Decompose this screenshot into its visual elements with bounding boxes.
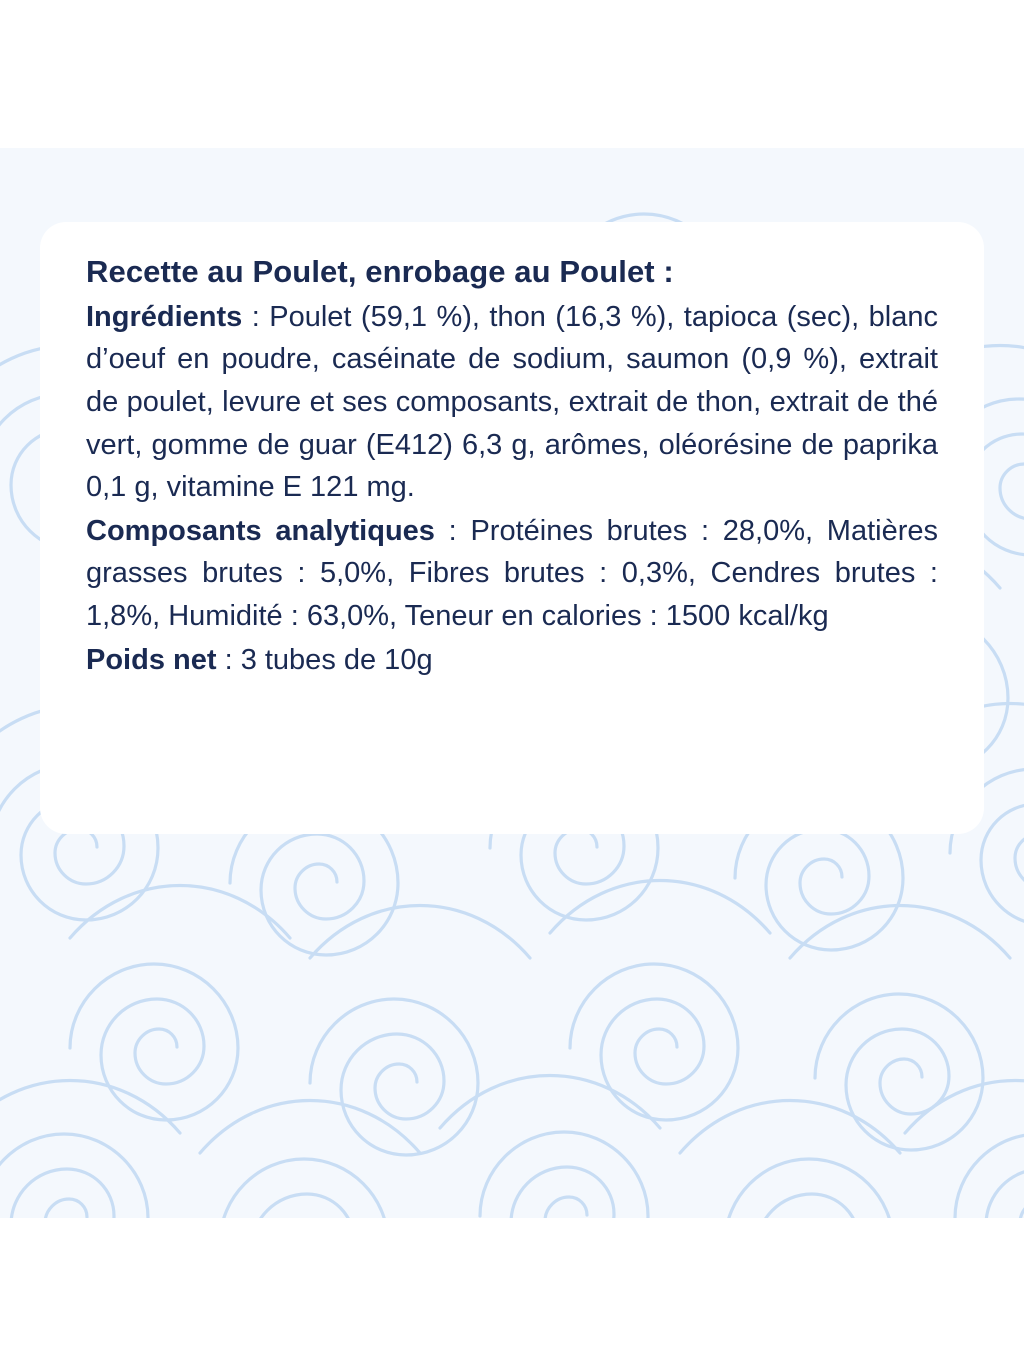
- ingredients-label: Ingrédients: [86, 300, 243, 333]
- ingredients-separator: :: [242, 300, 270, 333]
- net-weight-block: [86, 639, 938, 682]
- analytical-constituents-label: Composants analytiques: [86, 514, 435, 547]
- ingredients-block: [86, 296, 938, 509]
- analytical-constituents-separator: :: [434, 514, 471, 547]
- net-weight-text: 3 tubes de 10g: [240, 643, 433, 676]
- recipe-title: Recette au Poulet, enrobage au Poulet :: [86, 254, 674, 289]
- net-weight-separator: :: [216, 643, 241, 676]
- ingredients-text: Poulet (59,1 %), thon (16,3 %), tapioca (sec), blanc d’oeuf en poudre, caséinate de sodium, saumon (0,9 %), extrait de poulet, levure et ses composants, extrait de thon, extrait de thé vert, gomme de guar (E412) 6,3 g, arômes, oléorésine de paprika 0,1 g, vitamine E 121 mg.: [86, 300, 939, 504]
- net-weight-label: Poids net: [86, 643, 217, 676]
- ingredients-card: [40, 222, 984, 834]
- analytical-constituents-text: Protéines brutes : 28,0%, Matières grasses brutes : 5,0%, Fibres brutes : 0,3%, Cendres brutes : 1,8%, Humidité : 63,0%, Teneur en calories : 1500 kcal/kg: [86, 514, 938, 633]
- analytical-constituents-block: [86, 510, 938, 638]
